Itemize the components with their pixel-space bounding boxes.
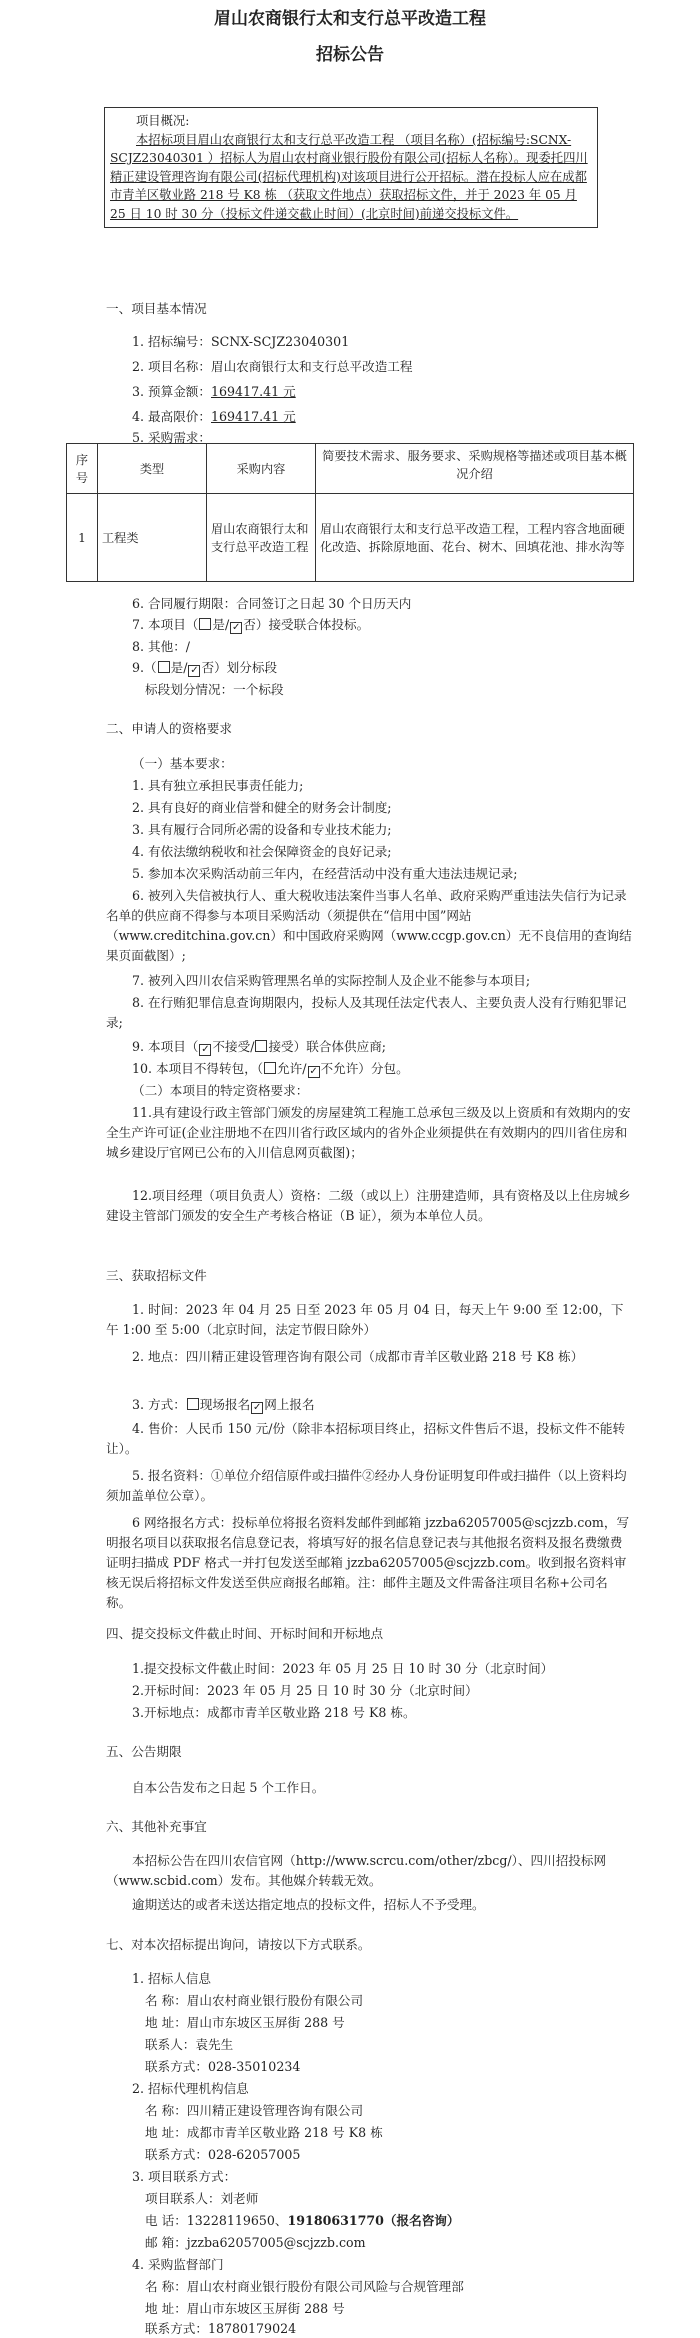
registration-phone: 19180631770（报名咨询）: [287, 2213, 460, 2228]
consortium-supplier-row: [132, 1037, 386, 1056]
checkbox-unchecked-icon: [187, 1398, 199, 1410]
section-6-heading: 六、其他补充事宜: [106, 1819, 207, 1834]
supervision-phone: 联系方式：18780179024: [145, 2321, 297, 2336]
project-phone: 电 话：13228119650、: [145, 2213, 288, 2228]
consortium-text-c: 否）接受联合体投标。: [243, 617, 370, 632]
table-header-row: [67, 444, 634, 494]
requirement-label: 5. 采购需求：: [132, 430, 211, 445]
checkbox-checked-icon: ✓: [309, 1066, 318, 1077]
section-1-heading: 一、项目基本情况: [106, 301, 207, 316]
opening-place: 3.开标地点：成都市青羊区敬业路 218 号 K8 栋。: [132, 1705, 416, 1720]
lot-row: [132, 658, 277, 677]
checkbox-checked-icon: ✓: [190, 665, 199, 676]
checkbox-checked-icon: ✓: [252, 1402, 262, 1413]
checkbox-checked-icon: ✓: [201, 1044, 210, 1055]
cell-no: 1: [67, 494, 98, 582]
list-item: 1. 具有独立承担民事责任能力;: [132, 778, 304, 793]
budget-value: 169417.41 元: [211, 384, 296, 399]
list-item: 4. 有依法缴纳税收和社会保障资金的良好记录;: [132, 844, 392, 859]
notice-period: 自本公告发布之日起 5 个工作日。: [132, 1780, 325, 1795]
q10-text-c: 不允许）分包。: [320, 1061, 409, 1076]
agency-heading: 2. 招标代理机构信息: [132, 2081, 249, 2096]
q9-text-c: 接受）联合体供应商;: [268, 1039, 387, 1054]
checkbox-unchecked-icon: [199, 618, 211, 630]
header-content: 采购内容: [207, 444, 316, 494]
agency-name: 名 称：四川精正建设管理咨询有限公司: [145, 2103, 364, 2118]
consortium-row: [132, 615, 369, 634]
section-3-heading: 三、获取招标文件: [106, 1268, 207, 1283]
cell-content: 眉山农商银行太和支行总平改造工程: [207, 494, 316, 582]
overview-text: 本招标项目眉山农商银行太和支行总平改造工程 （项目名称）(招标编号:SCNX-SCJZ23040301 ）招标人为眉山农村商业银行股份有限公司(招标人名称）。现委托四川精正建设管理咨询有限公司(招标代理机构)对该项目进行公开招标。潜在投标人应在成都市青羊区敬业路 218 号 K8 栋 （获取文件地点）获取招标文件，并于 2023 年 05 月 25 日 10 时 30 分（投标文件递交截止时间）(北京时间)前递交投标文件。: [110, 132, 588, 221]
project-name: 2. 项目名称：眉山农商银行太和支行总平改造工程: [132, 359, 413, 374]
max-price-row: [132, 407, 296, 426]
agency-address: 地 址：成都市青羊区敬业路 218 号 K8 栋: [145, 2125, 383, 2140]
q9-text-b: 不接受/: [212, 1039, 255, 1054]
tenderer-phone: 联系方式：028-35010234: [145, 2059, 301, 2074]
list-item: 6. 被列入失信被执行人、重大税收违法案件当事人名单、政府采购严重违法失信行为记录名单的供应商不得参与本项目采购活动（须提供在“信用中国”网站（www.creditchina.gov.cn）和中国政府采购网（www.ccgp.gov.cn）无不良信用的查询结果页面截图）;: [106, 888, 632, 963]
table-row: [67, 494, 634, 582]
tenderer-contact: 联系人：袁先生: [145, 2037, 234, 2052]
basic-req-heading: （一）基本要求：: [132, 756, 233, 771]
page-title: 眉山农商银行太和支行总平改造工程: [214, 9, 486, 29]
method-onsite: 现场报名: [199, 1397, 251, 1412]
list-item: 2. 具有良好的商业信誉和健全的财务会计制度;: [132, 800, 392, 815]
list-item: 12.项目经理（项目负责人）资格：二级（或以上）注册建造师，具有资格及以上住房城乡建设主管部门颁发的安全生产考核合格证（B 证），须为本单位人员。: [106, 1188, 631, 1223]
cell-description: 眉山农商银行太和支行总平改造工程，工程内容含地面硬化改造、拆除原地面、花台、树木、回填花池、排水沟等: [316, 494, 634, 582]
checkbox-unchecked-icon: [255, 1040, 267, 1052]
bid-number: 1. 招标编号：SCNX-SCJZ23040301: [132, 334, 350, 349]
supervision-name: 名 称：眉山农村商业银行股份有限公司风险与合规管理部: [145, 2279, 464, 2294]
contract-period: 6. 合同履行期限：合同签订之日起 30 个日历天内: [132, 596, 412, 611]
header-no: 序号: [67, 444, 98, 494]
header-type: 类型: [98, 444, 207, 494]
opening-time: 2.开标时间：2023 年 05 月 25 日 10 时 30 分（北京时间）: [132, 1683, 478, 1698]
q10-text-b: 允许/: [277, 1061, 307, 1076]
supervision-heading: 4. 采购监督部门: [132, 2257, 224, 2272]
checkbox-checked-icon: ✓: [232, 622, 241, 633]
consortium-text-a: 7. 本项目（: [132, 617, 199, 632]
tenderer-address: 地 址：眉山市东坡区玉屏街 288 号: [145, 2015, 345, 2030]
q9-text-a: 9. 本项目（: [132, 1039, 199, 1054]
lot-division: 标段划分情况：一个标段: [145, 682, 284, 697]
checkbox-unchecked-icon: [158, 661, 170, 673]
project-contact-person: 项目联系人：刘老师: [145, 2191, 259, 2206]
section-5-heading: 五、公告期限: [106, 1744, 182, 1759]
method-online: 网上报名: [264, 1397, 315, 1412]
deadline: 1.提交投标文件截止时间：2023 年 05 月 25 日 10 时 30 分（北京时间）: [132, 1661, 554, 1676]
registration-materials: 5. 报名资料：①单位介绍信原件或扫描件②经办人身份证明复印件或扫描件（以上资料均须加盖单位公章）。: [106, 1468, 627, 1503]
list-item: 5. 参加本次采购活动前三年内，在经营活动中没有重大违法违规记录;: [132, 866, 518, 881]
overview-box: [104, 107, 598, 228]
tenderer-name: 名 称：眉山农村商业银行股份有限公司: [145, 1993, 364, 2008]
agency-phone: 联系方式：028-62057005: [145, 2147, 301, 2162]
obtain-place: 2. 地点：四川精正建设管理咨询有限公司（成都市青羊区敬业路 218 号 K8 栋）: [132, 1349, 584, 1364]
requirements-table: [66, 443, 634, 582]
project-contact-email: 邮 箱：jzzba62057005@scjzzb.com: [145, 2235, 366, 2250]
budget-row: [132, 382, 296, 401]
lot-text-a: 9.（: [132, 660, 157, 675]
online-registration: 6 网络报名方式：投标单位将报名资料发邮件到邮箱 jzzba62057005@scjzzb.com，写明报名项目以获取报名信息登记表，将填写好的报名信息登记表与其他报名资料及报名费缴费证明扫描成 PDF 格式一并打包发送至邮箱 jzzba62057005@scjzzb.com。收到报名资料审核无误后将招标文件发送至供应商报名邮箱。注：邮件主题及文件需备注项目名称+公司名称。: [106, 1515, 630, 1610]
max-price-label: 4. 最高限价：: [132, 409, 211, 424]
other-row: 8. 其他：/: [132, 639, 191, 654]
checkbox-unchecked-icon: [264, 1062, 276, 1074]
tenderer-heading: 1. 招标人信息: [132, 1971, 211, 1986]
page-subtitle: 招标公告: [316, 45, 384, 65]
cell-type: 工程类: [98, 494, 207, 582]
late-submission: 逾期送达的或者未送达指定地点的投标文件，招标人不予受理。: [132, 1897, 485, 1912]
lot-text-c: 否）划分标段: [201, 660, 278, 675]
max-price-value: 169417.41 元: [211, 409, 296, 424]
section-4-heading: 四、提交投标文件截止时间、开标时间和开标地点: [106, 1626, 384, 1641]
project-contact-heading: 3. 项目联系方式：: [132, 2169, 237, 2184]
publish-info: 本招标公告在四川农信官网（http://www.scrcu.com/other/zbcg/）、四川招投标网（www.scbid.com）发布。其他媒介转载无效。: [106, 1853, 607, 1888]
method-label: 3. 方式：: [132, 1397, 186, 1412]
supervision-address: 地 址：眉山市东坡区玉屏街 288 号: [145, 2301, 345, 2316]
list-item: 8. 在行贿犯罪信息查询期限内，投标人及其现任法定代表人、主要负责人没有行贿犯罪记录;: [106, 995, 627, 1030]
obtain-method-row: [132, 1395, 315, 1414]
overview-heading: 项目概况:: [136, 114, 190, 128]
subcontract-row: [132, 1059, 409, 1078]
specific-req-heading: （二）本项目的特定资格要求：: [132, 1083, 309, 1098]
price-info: 4. 售价：人民币 150 元/份（除非本招标项目终止，招标文件售后不退，投标文件不能转让）。: [106, 1421, 626, 1456]
lot-text-b: 是/: [170, 660, 188, 675]
list-item: 3. 具有履行合同所必需的设备和专业技术能力;: [132, 822, 392, 837]
budget-label: 3. 预算金额：: [132, 384, 211, 399]
section-2-heading: 二、申请人的资格要求: [106, 721, 232, 736]
list-item: 11.具有建设行政主管部门颁发的房屋建筑工程施工总承包三级及以上资质和有效期内的安全生产许可证(企业注册地不在四川省行政区域内的省外企业须提供在有效期内的四川省住房和城乡建设厅官网已公布的入川信息网页截图)；: [106, 1105, 631, 1160]
q10-text-a: 10. 本项目不得转包，（: [132, 1061, 264, 1076]
project-contact-phone-row: [145, 2211, 459, 2230]
header-description: 简要技术需求、服务要求、采购规格等描述或项目基本概况介绍: [316, 444, 634, 494]
list-item: 7. 被列入四川农信采购管理黑名单的实际控制人及企业不能参与本项目;: [132, 973, 531, 988]
consortium-text-b: 是/: [212, 617, 230, 632]
section-7-heading: 七、对本次招标提出询问，请按以下方式联系。: [106, 1937, 371, 1952]
obtain-time: 1. 时间：2023 年 04 月 25 日至 2023 年 05 月 04 日，每天上午 9:00 至 12:00，下午 1:00 至 5:00（北京时间，法定节假日除外）: [106, 1302, 624, 1337]
